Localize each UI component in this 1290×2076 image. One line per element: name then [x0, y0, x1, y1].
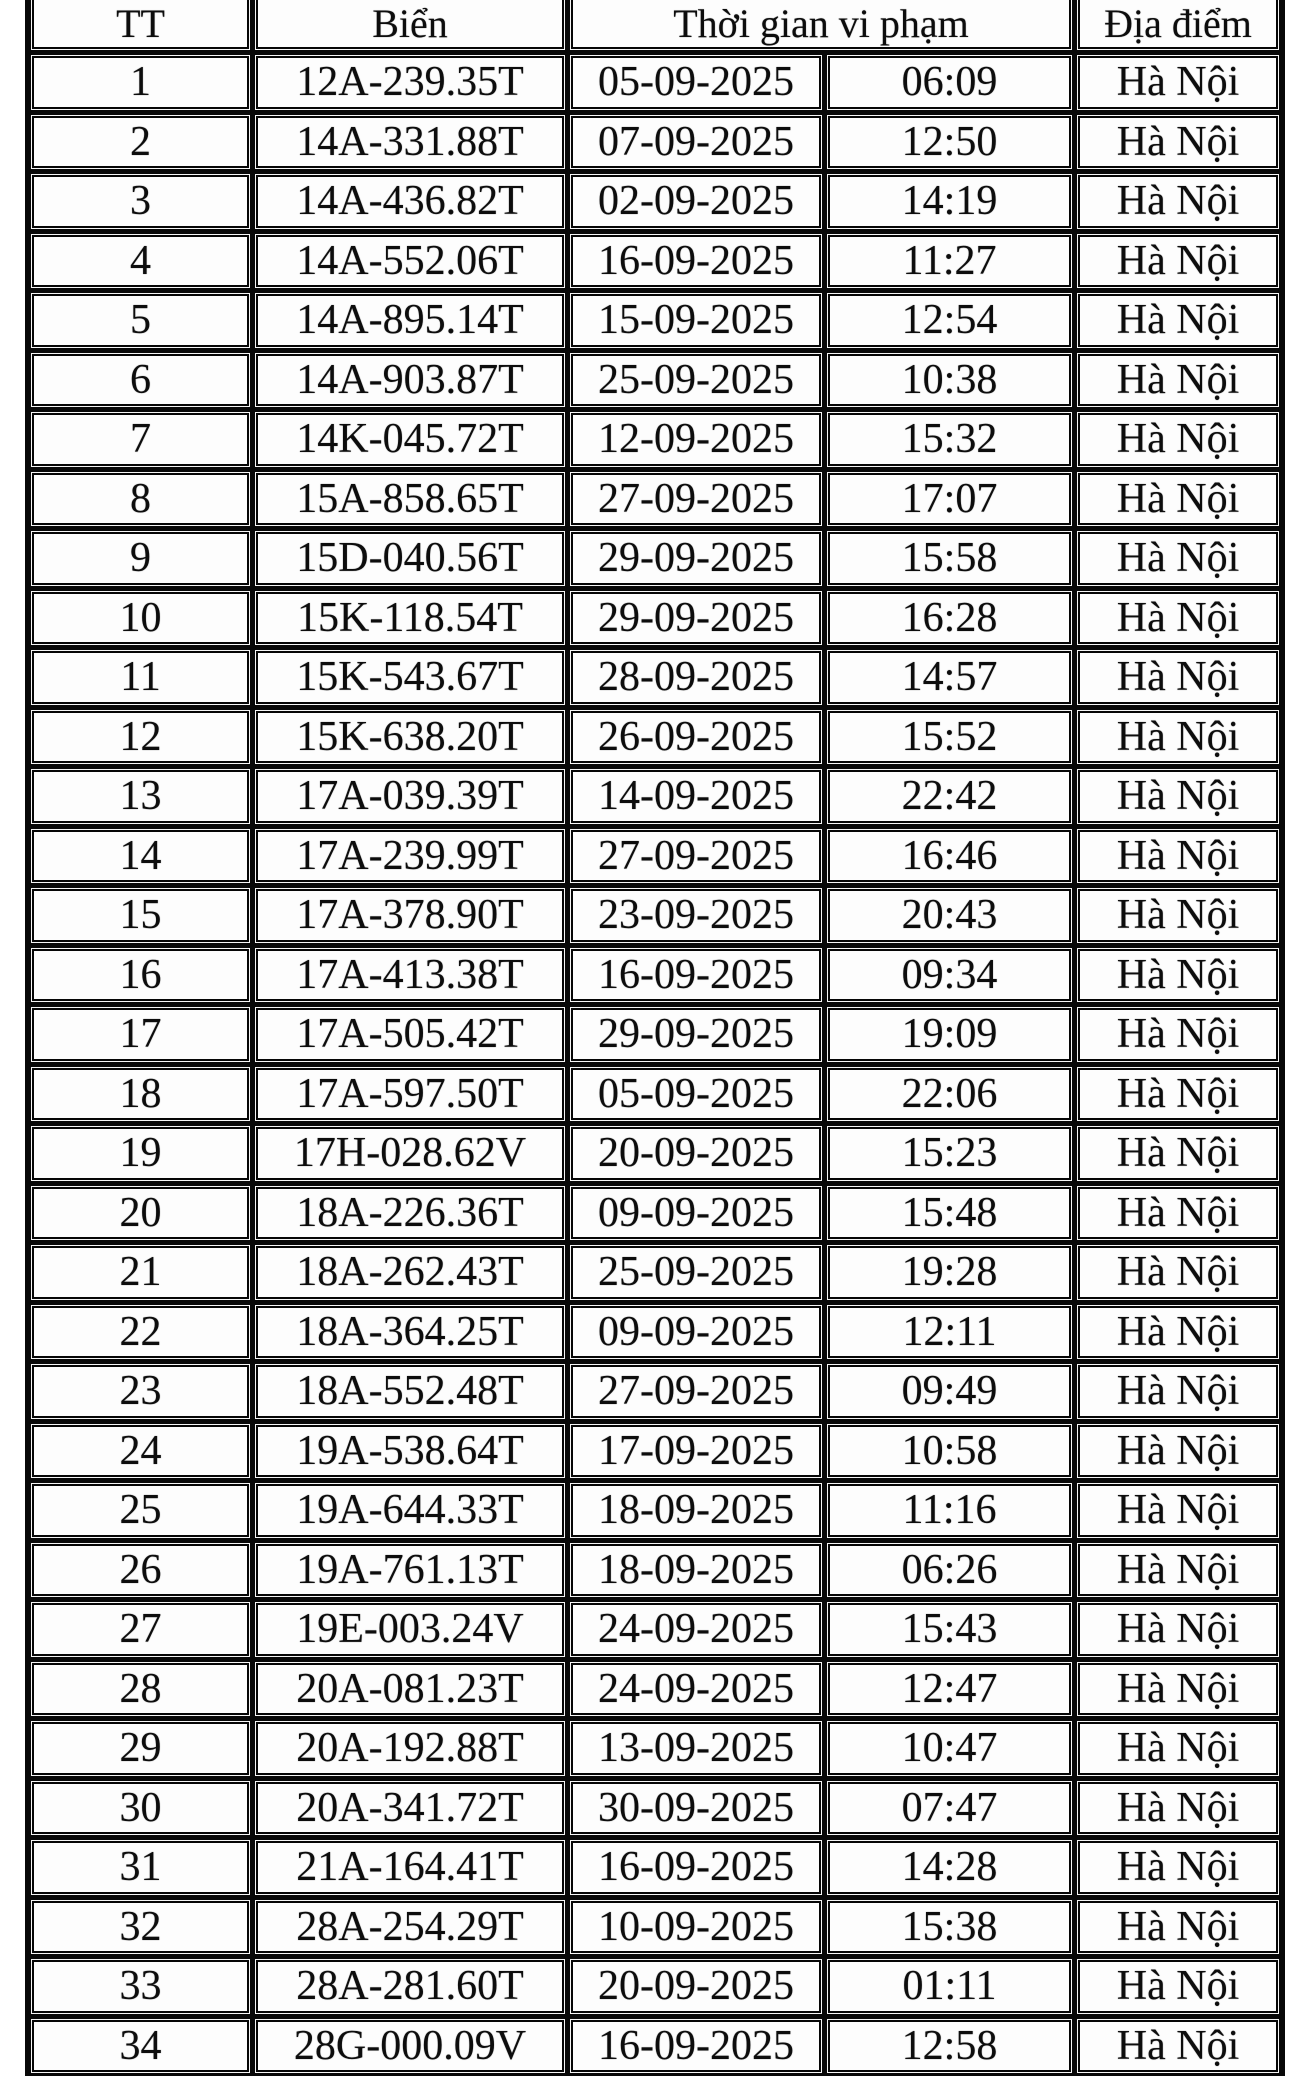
- location-cell: Hà Nội: [1078, 651, 1278, 704]
- location-cell: Hà Nội: [1078, 1901, 1278, 1954]
- header-violation-time: Thời gian vi phạm: [571, 0, 1071, 49]
- time-cell: 12:58: [828, 2020, 1071, 2073]
- plate-cell: 15K-118.54T: [256, 592, 564, 645]
- tt-cell: 22: [32, 1306, 249, 1359]
- plate-cell: 18A-262.43T: [256, 1246, 564, 1299]
- location-cell: Hà Nội: [1078, 116, 1278, 169]
- date-cell: 13-09-2025: [571, 1722, 821, 1775]
- tt-cell: 17: [32, 1008, 249, 1061]
- date-cell: 14-09-2025: [571, 770, 821, 823]
- tt-cell: 30: [32, 1782, 249, 1835]
- plate-cell: 21A-164.41T: [256, 1841, 564, 1894]
- time-cell: 09:34: [828, 949, 1071, 1002]
- tt-cell: 29: [32, 1722, 249, 1775]
- tt-cell: 27: [32, 1603, 249, 1656]
- tt-cell: 10: [32, 592, 249, 645]
- date-cell: 20-09-2025: [571, 1960, 821, 2013]
- tt-cell: 5: [32, 294, 249, 347]
- tt-cell: 15: [32, 889, 249, 942]
- time-cell: 15:32: [828, 413, 1071, 466]
- header-tt: TT: [32, 0, 249, 49]
- tt-cell: 20: [32, 1187, 249, 1240]
- location-cell: Hà Nội: [1078, 1365, 1278, 1418]
- plate-cell: 17A-039.39T: [256, 770, 564, 823]
- location-cell: Hà Nội: [1078, 1068, 1278, 1121]
- plate-cell: 15K-638.20T: [256, 711, 564, 764]
- table-row: [32, 413, 1278, 466]
- table-row: [32, 1484, 1278, 1537]
- time-cell: 19:28: [828, 1246, 1071, 1299]
- tt-cell: 18: [32, 1068, 249, 1121]
- time-cell: 16:46: [828, 830, 1071, 883]
- tt-cell: 8: [32, 473, 249, 526]
- time-cell: 15:23: [828, 1127, 1071, 1180]
- table-row: [32, 1960, 1278, 2013]
- plate-cell: 17A-413.38T: [256, 949, 564, 1002]
- date-cell: 29-09-2025: [571, 592, 821, 645]
- plate-cell: 15A-858.65T: [256, 473, 564, 526]
- date-cell: 05-09-2025: [571, 56, 821, 109]
- table-row: [32, 175, 1278, 228]
- location-cell: Hà Nội: [1078, 770, 1278, 823]
- date-cell: 02-09-2025: [571, 175, 821, 228]
- table-row: [32, 532, 1278, 585]
- location-cell: Hà Nội: [1078, 711, 1278, 764]
- location-cell: Hà Nội: [1078, 354, 1278, 407]
- time-cell: 20:43: [828, 889, 1071, 942]
- plate-cell: 18A-552.48T: [256, 1365, 564, 1418]
- date-cell: 07-09-2025: [571, 116, 821, 169]
- tt-cell: 24: [32, 1425, 249, 1478]
- header-plate: Biển: [256, 0, 564, 49]
- time-cell: 06:26: [828, 1544, 1071, 1597]
- time-cell: 15:48: [828, 1187, 1071, 1240]
- tt-cell: 31: [32, 1841, 249, 1894]
- time-cell: 12:11: [828, 1306, 1071, 1359]
- location-cell: Hà Nội: [1078, 830, 1278, 883]
- location-cell: Hà Nội: [1078, 1663, 1278, 1716]
- table-row: [32, 473, 1278, 526]
- time-cell: 17:07: [828, 473, 1071, 526]
- plate-cell: 17H-028.62V: [256, 1127, 564, 1180]
- location-cell: Hà Nội: [1078, 1484, 1278, 1537]
- plate-cell: 28G-000.09V: [256, 2020, 564, 2073]
- tt-cell: 32: [32, 1901, 249, 1954]
- table-row: [32, 116, 1278, 169]
- time-cell: 11:27: [828, 235, 1071, 288]
- time-cell: 14:28: [828, 1841, 1071, 1894]
- location-cell: Hà Nội: [1078, 889, 1278, 942]
- table-row: [32, 56, 1278, 109]
- time-cell: 15:43: [828, 1603, 1071, 1656]
- time-cell: 19:09: [828, 1008, 1071, 1061]
- date-cell: 16-09-2025: [571, 1841, 821, 1894]
- location-cell: Hà Nội: [1078, 1008, 1278, 1061]
- date-cell: 16-09-2025: [571, 235, 821, 288]
- table-row: [32, 889, 1278, 942]
- date-cell: 30-09-2025: [571, 1782, 821, 1835]
- plate-cell: 15K-543.67T: [256, 651, 564, 704]
- table-row: [32, 1544, 1278, 1597]
- date-cell: 25-09-2025: [571, 354, 821, 407]
- location-cell: Hà Nội: [1078, 2020, 1278, 2073]
- plate-cell: 15D-040.56T: [256, 532, 564, 585]
- time-cell: 14:19: [828, 175, 1071, 228]
- date-cell: 17-09-2025: [571, 1425, 821, 1478]
- time-cell: 09:49: [828, 1365, 1071, 1418]
- location-cell: Hà Nội: [1078, 56, 1278, 109]
- table-row: [32, 1663, 1278, 1716]
- table-row: [32, 770, 1278, 823]
- time-cell: 10:58: [828, 1425, 1071, 1478]
- tt-cell: 11: [32, 651, 249, 704]
- tt-cell: 13: [32, 770, 249, 823]
- date-cell: 10-09-2025: [571, 1901, 821, 1954]
- date-cell: 26-09-2025: [571, 711, 821, 764]
- table-row: [32, 294, 1278, 347]
- time-cell: 16:28: [828, 592, 1071, 645]
- location-cell: Hà Nội: [1078, 413, 1278, 466]
- violation-table: [25, 0, 1285, 2076]
- date-cell: 29-09-2025: [571, 1008, 821, 1061]
- tt-cell: 3: [32, 175, 249, 228]
- plate-cell: 19A-538.64T: [256, 1425, 564, 1478]
- plate-cell: 28A-281.60T: [256, 1960, 564, 2013]
- plate-cell: 14A-552.06T: [256, 235, 564, 288]
- location-cell: Hà Nội: [1078, 532, 1278, 585]
- time-cell: 22:42: [828, 770, 1071, 823]
- date-cell: 15-09-2025: [571, 294, 821, 347]
- header-location: Địa điểm: [1078, 0, 1278, 49]
- table-row: [32, 592, 1278, 645]
- location-cell: Hà Nội: [1078, 175, 1278, 228]
- tt-cell: 7: [32, 413, 249, 466]
- plate-cell: 17A-505.42T: [256, 1008, 564, 1061]
- location-cell: Hà Nội: [1078, 1187, 1278, 1240]
- table-row: [32, 651, 1278, 704]
- plate-cell: 14A-331.88T: [256, 116, 564, 169]
- date-cell: 09-09-2025: [571, 1187, 821, 1240]
- table-row: [32, 1127, 1278, 1180]
- location-cell: Hà Nội: [1078, 1425, 1278, 1478]
- location-cell: Hà Nội: [1078, 235, 1278, 288]
- table-row: [32, 235, 1278, 288]
- tt-cell: 12: [32, 711, 249, 764]
- plate-cell: 17A-239.99T: [256, 830, 564, 883]
- date-cell: 16-09-2025: [571, 949, 821, 1002]
- date-cell: 23-09-2025: [571, 889, 821, 942]
- plate-cell: 17A-378.90T: [256, 889, 564, 942]
- tt-cell: 9: [32, 532, 249, 585]
- table-row: [32, 2020, 1278, 2073]
- table-row: [32, 711, 1278, 764]
- plate-cell: 28A-254.29T: [256, 1901, 564, 1954]
- date-cell: 27-09-2025: [571, 830, 821, 883]
- date-cell: 18-09-2025: [571, 1544, 821, 1597]
- time-cell: 22:06: [828, 1068, 1071, 1121]
- date-cell: 24-09-2025: [571, 1603, 821, 1656]
- tt-cell: 34: [32, 2020, 249, 2073]
- table-row: [32, 1782, 1278, 1835]
- location-cell: Hà Nội: [1078, 1306, 1278, 1359]
- plate-cell: 19E-003.24V: [256, 1603, 564, 1656]
- table-row: [32, 1187, 1278, 1240]
- tt-cell: 1: [32, 56, 249, 109]
- table-row: [32, 354, 1278, 407]
- plate-cell: 14K-045.72T: [256, 413, 564, 466]
- location-cell: Hà Nội: [1078, 592, 1278, 645]
- tt-cell: 14: [32, 830, 249, 883]
- tt-cell: 2: [32, 116, 249, 169]
- time-cell: 10:38: [828, 354, 1071, 407]
- date-cell: 18-09-2025: [571, 1484, 821, 1537]
- location-cell: Hà Nội: [1078, 1782, 1278, 1835]
- time-cell: 11:16: [828, 1484, 1071, 1537]
- date-cell: 25-09-2025: [571, 1246, 821, 1299]
- plate-cell: 19A-644.33T: [256, 1484, 564, 1537]
- plate-cell: 14A-903.87T: [256, 354, 564, 407]
- tt-cell: 33: [32, 1960, 249, 2013]
- time-cell: 14:57: [828, 651, 1071, 704]
- plate-cell: 20A-341.72T: [256, 1782, 564, 1835]
- header-row: [32, 0, 1278, 49]
- location-cell: Hà Nội: [1078, 1246, 1278, 1299]
- table-row: [32, 1306, 1278, 1359]
- table-row: [32, 1901, 1278, 1954]
- location-cell: Hà Nội: [1078, 1960, 1278, 2013]
- location-cell: Hà Nội: [1078, 1603, 1278, 1656]
- tt-cell: 21: [32, 1246, 249, 1299]
- tt-cell: 25: [32, 1484, 249, 1537]
- tt-cell: 16: [32, 949, 249, 1002]
- plate-cell: 14A-895.14T: [256, 294, 564, 347]
- tt-cell: 23: [32, 1365, 249, 1418]
- table-row: [32, 949, 1278, 1002]
- time-cell: 15:52: [828, 711, 1071, 764]
- plate-cell: 12A-239.35T: [256, 56, 564, 109]
- time-cell: 12:50: [828, 116, 1071, 169]
- time-cell: 07:47: [828, 1782, 1071, 1835]
- plate-cell: 17A-597.50T: [256, 1068, 564, 1121]
- table-row: [32, 1365, 1278, 1418]
- time-cell: 06:09: [828, 56, 1071, 109]
- plate-cell: 19A-761.13T: [256, 1544, 564, 1597]
- table-header: [32, 0, 1278, 49]
- date-cell: 28-09-2025: [571, 651, 821, 704]
- time-cell: 12:47: [828, 1663, 1071, 1716]
- date-cell: 27-09-2025: [571, 473, 821, 526]
- date-cell: 24-09-2025: [571, 1663, 821, 1716]
- location-cell: Hà Nội: [1078, 1544, 1278, 1597]
- location-cell: Hà Nội: [1078, 1841, 1278, 1894]
- tt-cell: 4: [32, 235, 249, 288]
- time-cell: 15:58: [828, 532, 1071, 585]
- tt-cell: 19: [32, 1127, 249, 1180]
- plate-cell: 20A-192.88T: [256, 1722, 564, 1775]
- plate-cell: 14A-436.82T: [256, 175, 564, 228]
- location-cell: Hà Nội: [1078, 473, 1278, 526]
- plate-cell: 18A-364.25T: [256, 1306, 564, 1359]
- date-cell: 05-09-2025: [571, 1068, 821, 1121]
- table-row: [32, 1246, 1278, 1299]
- time-cell: 10:47: [828, 1722, 1071, 1775]
- date-cell: 09-09-2025: [571, 1306, 821, 1359]
- location-cell: Hà Nội: [1078, 949, 1278, 1002]
- date-cell: 27-09-2025: [571, 1365, 821, 1418]
- table-row: [32, 1008, 1278, 1061]
- plate-cell: 20A-081.23T: [256, 1663, 564, 1716]
- time-cell: 12:54: [828, 294, 1071, 347]
- location-cell: Hà Nội: [1078, 1722, 1278, 1775]
- table-row: [32, 830, 1278, 883]
- table-row: [32, 1425, 1278, 1478]
- date-cell: 20-09-2025: [571, 1127, 821, 1180]
- location-cell: Hà Nội: [1078, 1127, 1278, 1180]
- table-row: [32, 1068, 1278, 1121]
- tt-cell: 6: [32, 354, 249, 407]
- date-cell: 29-09-2025: [571, 532, 821, 585]
- plate-cell: 18A-226.36T: [256, 1187, 564, 1240]
- table-row: [32, 1841, 1278, 1894]
- time-cell: 15:38: [828, 1901, 1071, 1954]
- time-cell: 01:11: [828, 1960, 1071, 2013]
- table-row: [32, 1722, 1278, 1775]
- date-cell: 16-09-2025: [571, 2020, 821, 2073]
- tt-cell: 26: [32, 1544, 249, 1597]
- tt-cell: 28: [32, 1663, 249, 1716]
- table-body: [32, 56, 1278, 2072]
- location-cell: Hà Nội: [1078, 294, 1278, 347]
- table-row: [32, 1603, 1278, 1656]
- date-cell: 12-09-2025: [571, 413, 821, 466]
